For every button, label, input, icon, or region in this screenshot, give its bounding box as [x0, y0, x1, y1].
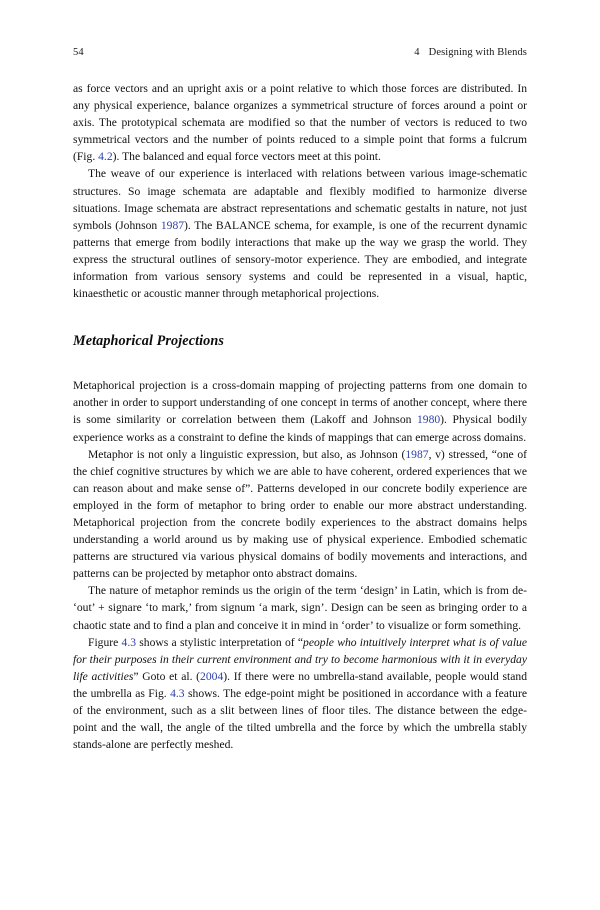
paragraph-3-text-a: Metaphorical projection is a cross-domain mapping of projecting patterns from one domain to another in order to support understanding of one concept in terms of another concept, where there is some similarity or correlation between them (Lakoff and Johnson: [73, 379, 527, 427]
paragraph-6-text-e: shows. The edge-point might be positioned in accordance with a feature of the environment, such as a slit between lines of floor tiles. The distance between the edge-point and the wall, the angle of the tilted umbrella and the force by which the umbrella stably stands-alone are perfectly meshed.: [73, 686, 527, 752]
figure-reference-4-2[interactable]: 4.2: [98, 150, 113, 164]
figure-reference-4-3-first[interactable]: 4.3: [121, 635, 137, 649]
paragraph-block-4: [73, 446, 527, 583]
paragraph-6-text-b: shows a stylistic interpretation of “: [136, 635, 304, 649]
paragraph-block-6: [73, 634, 527, 754]
citation-johnson-1987[interactable]: 1987: [160, 218, 185, 232]
citation-goto-2004[interactable]: 2004: [200, 669, 224, 683]
paragraph-block-2: [73, 165, 527, 302]
paragraph-2-text-a: The weave of our experience is interlaced with relations between various image-schematic structures. So image schemata are adaptable and flexibly modified to harmonize diverse situations. Image schemata are abstract representations and schematic gestalts in nature, not just symbols (Johnson: [73, 167, 527, 232]
citation-johnson-1987-v[interactable]: 1987: [405, 447, 429, 461]
running-head: [73, 47, 527, 58]
paragraph-block-3: [73, 377, 527, 445]
paragraph-1: [73, 80, 527, 165]
paragraph-4: [73, 446, 527, 583]
body-column: [73, 80, 527, 753]
paragraph-3: [73, 377, 527, 445]
chapter-number: 4: [414, 47, 420, 58]
paragraph-1-text-a: as force vectors and an upright axis or a point relative to which those forces are distributed. In any physical experience, balance organizes a symmetrical structure of forces around a point or axis. The prototypical schemata are modified so that the number of vectors is reduced to two symmetrical vectors and the number of points reduced to a simple point that forms a fulcrum (Fig.: [73, 82, 527, 164]
page-number: 54: [73, 47, 84, 58]
paragraph-2-text-b: ). The BALANCE schema, for example, is one of the recurrent dynamic patterns that emerge from bodily interactions that make up the way we grasp the world. They express the structural outlines of sensory-motor experience. They are embodied, and integrate information from various sensory systems and could be represented in a visual, haptic, kinaesthetic or acoustic manner through metaphorical projections.: [73, 218, 527, 301]
paragraph-6: [73, 634, 527, 754]
paragraph-6-text-c: ” Goto et al. (: [133, 669, 201, 683]
paragraph-5: The nature of metaphor reminds us the origin of the term ‘design’ in Latin, which is from de- ‘out’ + signare ‘to mark,’ from signum ‘a mark, sign’. Design can be seen as bringing order to a chaotic state and to find a plan and conceive it in mind in ‘order’ to visualize or form something.: [73, 584, 527, 632]
chapter-title: Designing with Blends: [428, 47, 527, 58]
heading-spacer-bottom: [73, 350, 527, 377]
paragraph-6-text-a: Figure: [88, 635, 122, 649]
paragraph-4-text-a: Metaphor is not only a linguistic expression, but also, as Johnson (: [88, 447, 406, 461]
paragraph-block-1: [73, 80, 527, 165]
paragraph-3-text-b: ). Physical bodily experience works as a constraint to define the kinds of mappings that can emerge across domains.: [73, 413, 527, 444]
quoted-passage-goto: people who intuitively interpret what is of value for their purposes in their current environment and try to become harmonious with it in everyday life activities: [73, 635, 527, 683]
paragraph-6-text-d: ). If there were no umbrella-stand available, people would stand the umbrella as Fig.: [73, 669, 528, 700]
section-heading-metaphorical-projections: Metaphorical Projections: [73, 333, 224, 350]
paragraph-block-5: [73, 582, 527, 633]
figure-reference-4-3-second[interactable]: 4.3: [170, 686, 185, 700]
citation-lakoff-johnson-1980[interactable]: 1980: [416, 413, 441, 427]
running-head-right: [414, 47, 527, 58]
heading-spacer-top: [73, 302, 527, 332]
paragraph-4-text-b: , v) stressed, “one of the chief cognitive structures by which we are able to have coherent, ordered experiences that we can reason about and make sense of”. Patterns developed in our concrete bodily experience are employed in the form of metaphor to bring order to enable our more abstract understanding. Metaphorical projection from the concrete bodily experiences to the abstract domains helps understanding a world around us by making use of physical experience. Embodied schematic patterns are structured via various physical domains of bodily movements and interactions, and patterns can be projected by metaphor onto abstract domains.: [73, 447, 527, 581]
paragraph-1-text-b: ). The balanced and equal force vectors meet at this point.: [112, 150, 381, 164]
paragraph-2: [73, 165, 527, 302]
